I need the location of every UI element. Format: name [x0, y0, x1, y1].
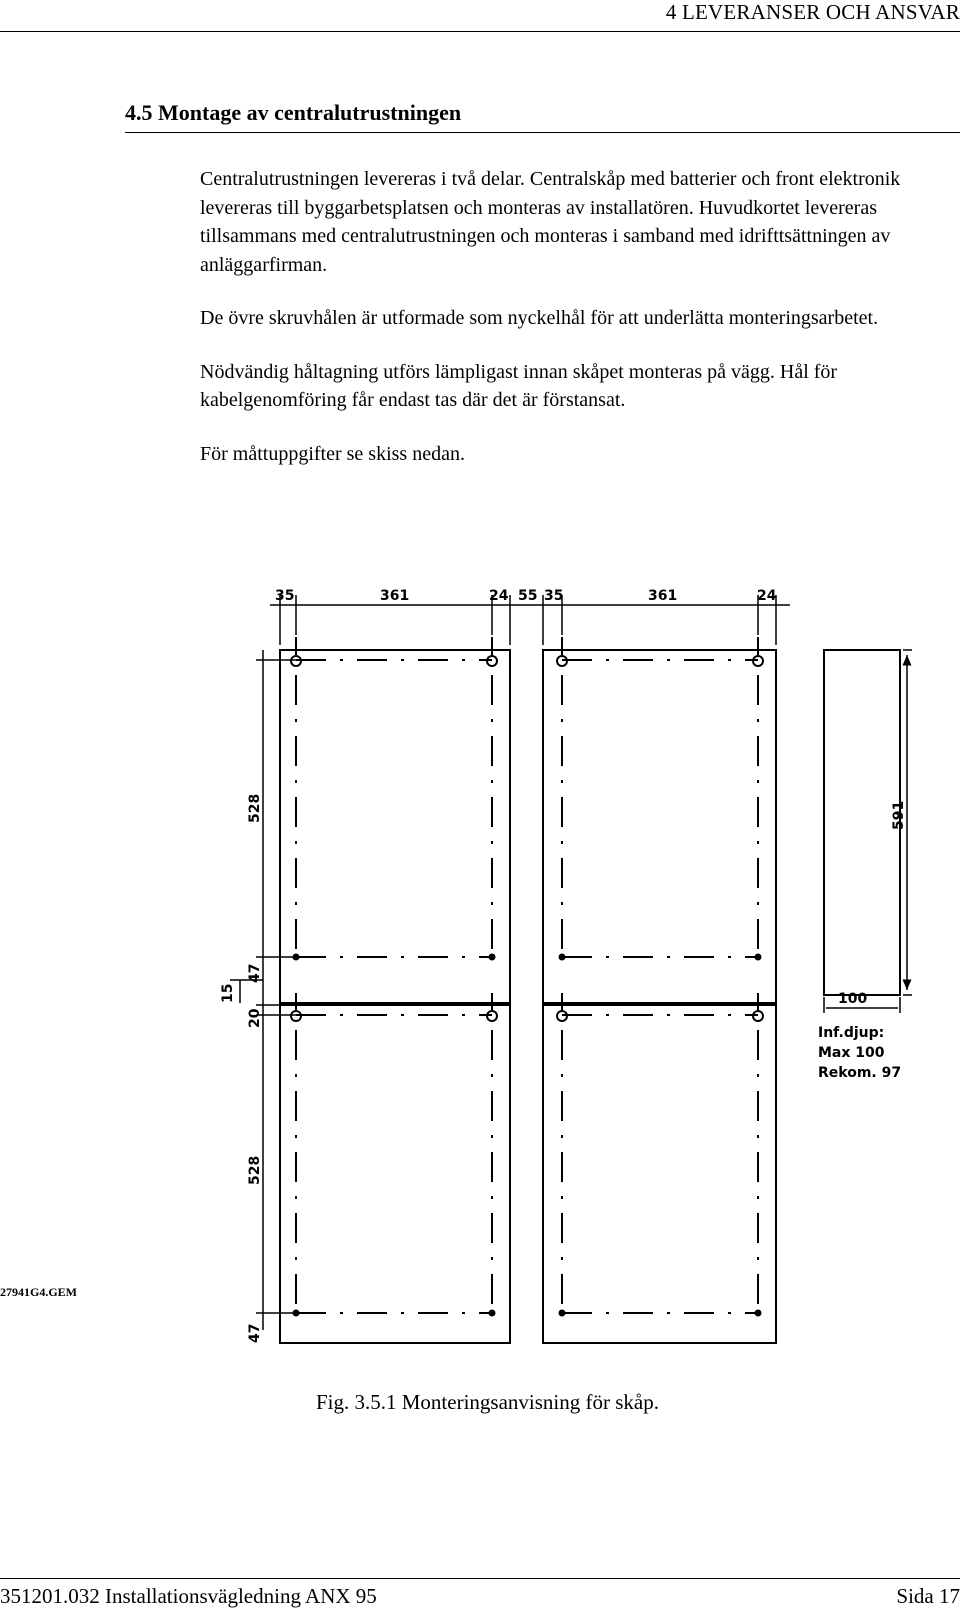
paragraph-delivery: Centralutrustningen levereras i två delar. Centralskåp med batterier och front elektronik levereras till byggarbetsplatsen och monteras av installatören. Huvudkortet levereras tillsammans med centralutrustningen och monteras i samband med idrifttsättningen av anläggarfirman.	[200, 168, 901, 276]
paragraph-holes: Nödvändig håltagning utförs lämpligast innan skåpet monteras på vägg. Hål för kabelgenomföring får endast tas där det är förstansat.	[200, 360, 838, 411]
paragraph-keyholes: De övre skruvhålen är utformade som nyckelhål för att underlätta monteringsarbetet.	[200, 307, 879, 329]
mounting-drawing	[0, 585, 960, 1345]
footer-page: Sida 17	[896, 1584, 960, 1608]
figure-caption: Fig. 3.5.1 Monteringsanvisning för skåp.	[316, 1390, 659, 1414]
depth-note-rekom: Rekom. 97	[818, 1065, 902, 1081]
dim-left-20: 20	[247, 1008, 263, 1028]
dim-top-35-right: 35	[544, 588, 564, 604]
header-rule	[0, 31, 960, 32]
section-rule	[125, 132, 960, 133]
cabinet-top-right	[543, 650, 776, 1005]
dim-side-100: 100	[838, 991, 868, 1007]
figure-file-label: 27941G4.GEM	[0, 1285, 77, 1299]
keyhole	[291, 637, 763, 1021]
dim-left-15: 15	[220, 983, 236, 1003]
dim-top-361-right: 361	[648, 588, 678, 604]
dim-top-24-left: 24	[489, 588, 509, 604]
footer-rule	[0, 1578, 960, 1579]
dim-side-591: 591	[891, 800, 907, 830]
dim-left-528-top: 528	[247, 793, 263, 823]
cabinet-bottom-right	[543, 1003, 776, 1343]
depth-note-title: Inf.djup:	[818, 1025, 885, 1041]
cabinet-bottom-left	[280, 1003, 510, 1343]
paragraph-reference: För måttuppgifter se skiss nedan.	[200, 442, 465, 465]
chapter-header: 4 LEVERANSER OCH ANSVAR	[665, 0, 960, 24]
section-title: 4.5 Montage av centralutrustningen	[125, 100, 462, 125]
dim-left-528-bottom: 528	[247, 1155, 263, 1185]
body-text	[200, 165, 952, 493]
dim-top-55: 55	[518, 588, 538, 604]
dim-top-35-left: 35	[275, 588, 295, 604]
dim-left-47-top: 47	[247, 963, 263, 983]
depth-note-max: Max 100	[818, 1045, 885, 1061]
dim-left-47-bottom: 47	[247, 1323, 263, 1343]
footer-document: 351201.032 Installationsvägledning ANX 95	[0, 1584, 377, 1608]
cabinet-top-left	[280, 650, 510, 1005]
dim-top-361-left: 361	[380, 588, 410, 604]
dim-top-24-right: 24	[757, 588, 777, 604]
cabinet-side-view	[824, 650, 900, 995]
